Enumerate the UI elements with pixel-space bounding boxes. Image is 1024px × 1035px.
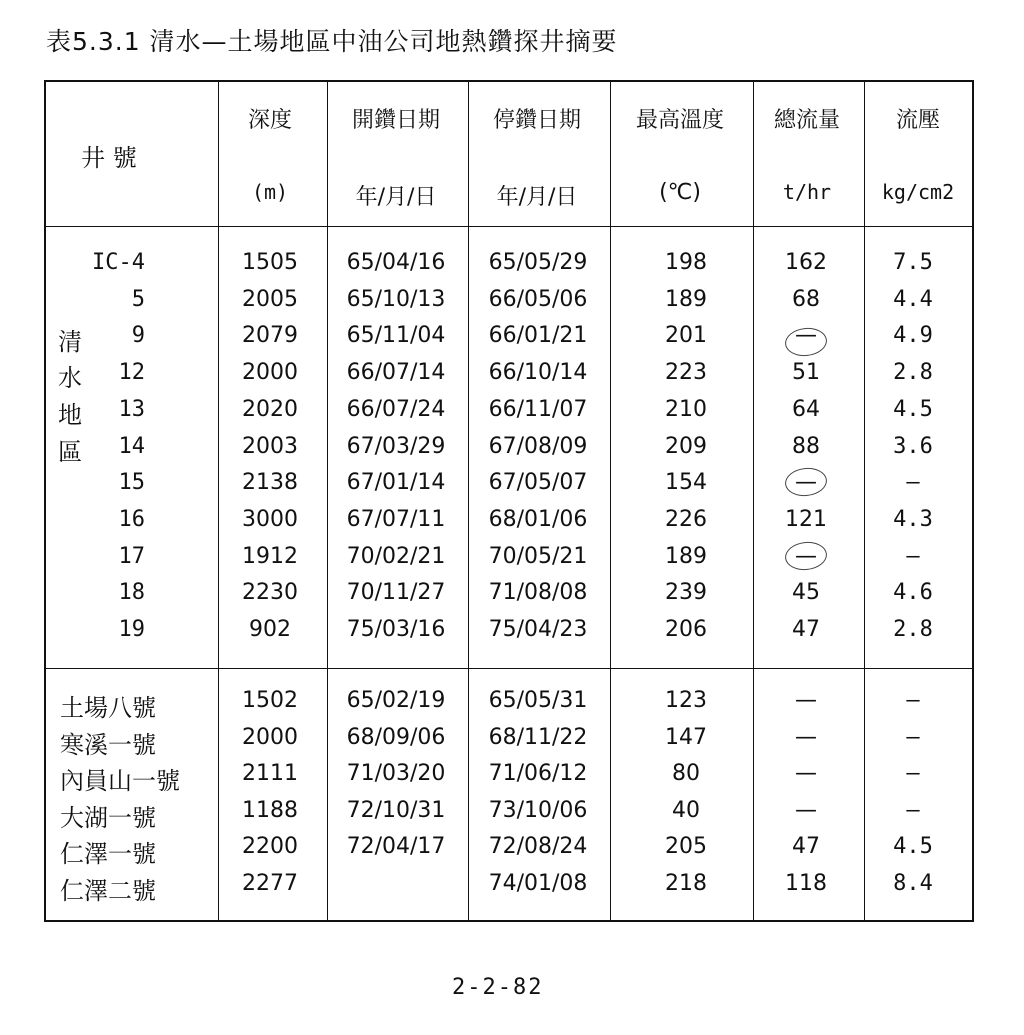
cell-well-number: 16	[118, 506, 145, 532]
cell-flow-pressure: 2.8	[893, 360, 933, 386]
cell-well-number: IC-4	[92, 250, 145, 275]
cell-well-number: 5	[131, 286, 145, 312]
cell-max-temperature: 154	[665, 470, 707, 496]
cell-flow-pressure: 3.6	[893, 433, 933, 459]
cell-flow-pressure: —	[906, 797, 920, 823]
cell-end-date: 74/01/08	[488, 871, 588, 896]
cell-start-date: 67/01/14	[346, 470, 446, 496]
cell-end-date: 65/05/31	[488, 688, 588, 713]
header-end-date: 停鑽日期	[492, 108, 582, 133]
cell-max-temperature: 226	[665, 506, 707, 532]
cell-flow-pressure: —	[906, 543, 920, 569]
cell-max-temperature: 123	[665, 688, 707, 713]
column-divider	[327, 82, 328, 920]
cell-max-temperature: 198	[665, 250, 707, 275]
cell-total-flow: 64	[792, 396, 820, 422]
header-depth: 深度	[247, 108, 293, 133]
cell-start-date: 70/11/27	[346, 580, 446, 606]
cell-start-date: 66/07/14	[346, 360, 446, 386]
cell-total-flow: 45	[792, 580, 820, 606]
header-depth-unit: (m)	[251, 180, 289, 204]
header-start-date: 開鑽日期	[351, 108, 441, 133]
cell-total-flow: —	[795, 323, 817, 349]
region-label-char: 地	[58, 401, 82, 429]
cell-end-date: 67/05/07	[488, 470, 588, 496]
cell-end-date: 66/01/21	[488, 323, 588, 349]
cell-well-number: 17	[118, 543, 145, 569]
cell-well-number: 內員山一號	[60, 767, 180, 796]
header-temperature-unit: (℃)	[659, 180, 701, 205]
column-divider	[468, 82, 469, 920]
cell-total-flow: 47	[792, 834, 820, 860]
cell-flow-pressure: 4.4	[893, 286, 933, 312]
cell-max-temperature: 80	[672, 761, 700, 787]
cell-depth: 2138	[242, 470, 298, 496]
cell-flow-pressure: 4.6	[893, 580, 933, 606]
cell-flow-pressure: —	[906, 761, 920, 787]
table-title: 表5.3.1 清水—土場地區中油公司地熱鑽探井摘要	[46, 27, 618, 56]
cell-end-date: 67/08/09	[488, 433, 588, 459]
cell-start-date: 67/07/11	[346, 506, 446, 532]
region-label-char: 水	[58, 364, 82, 392]
cell-depth: 1912	[242, 543, 298, 569]
cell-total-flow: 51	[792, 360, 820, 386]
cell-end-date: 71/08/08	[488, 580, 588, 606]
cell-max-temperature: 201	[665, 323, 707, 349]
cell-depth: 2079	[242, 323, 298, 349]
cell-depth: 2005	[242, 286, 298, 312]
cell-well-number: 19	[118, 617, 145, 642]
header-total-flow: 總流量	[773, 108, 841, 133]
cell-end-date: 68/11/22	[488, 724, 588, 750]
cell-flow-pressure: 4.9	[893, 323, 933, 349]
region-label-char: 清	[58, 328, 82, 356]
header-pressure-unit: kg/cm2	[881, 180, 955, 204]
cell-well-number: 12	[118, 360, 145, 386]
cell-end-date: 65/05/29	[488, 250, 588, 275]
cell-start-date: 71/03/20	[346, 761, 446, 787]
cell-flow-pressure: 4.5	[893, 396, 933, 422]
cell-start-date: 65/04/16	[346, 250, 446, 275]
cell-max-temperature: 147	[665, 724, 707, 750]
cell-well-number: 仁澤一號	[60, 840, 156, 869]
cell-max-temperature: 209	[665, 433, 707, 459]
header-divider	[46, 226, 972, 227]
cell-total-flow: 118	[785, 871, 827, 896]
header-start-date-unit: 年/月/日	[355, 185, 437, 210]
page-number: 2-2-82	[452, 975, 544, 1000]
cell-flow-pressure: —	[906, 724, 920, 750]
cell-flow-pressure: —	[906, 688, 920, 713]
cell-flow-pressure: 7.5	[893, 250, 933, 275]
cell-flow-pressure: 2.8	[893, 617, 933, 642]
cell-depth: 2230	[242, 580, 298, 606]
group-divider	[46, 668, 972, 669]
cell-total-flow: 121	[785, 506, 827, 532]
cell-max-temperature: 206	[665, 617, 707, 642]
cell-depth: 2000	[242, 724, 298, 750]
region-label-char: 區	[58, 438, 82, 466]
cell-start-date: 72/10/31	[346, 797, 446, 823]
cell-well-number: 土場八號	[60, 694, 156, 722]
cell-depth: 902	[249, 617, 291, 642]
cell-total-flow: —	[795, 797, 817, 823]
header-flow-unit: t/hr	[782, 180, 832, 204]
cell-depth: 1502	[242, 688, 298, 713]
cell-flow-pressure: 4.3	[893, 506, 933, 532]
cell-end-date: 66/05/06	[488, 286, 588, 312]
cell-max-temperature: 189	[665, 286, 707, 312]
cell-well-number: 15	[118, 470, 145, 496]
cell-depth: 2020	[242, 396, 298, 422]
cell-start-date: 65/02/19	[346, 688, 446, 713]
cell-depth: 2000	[242, 360, 298, 386]
cell-total-flow: 47	[792, 617, 820, 642]
cell-total-flow: —	[795, 543, 817, 569]
cell-well-number: 仁澤二號	[60, 877, 156, 905]
cell-depth: 2111	[242, 761, 298, 787]
cell-max-temperature: 210	[665, 396, 707, 422]
cell-max-temperature: 40	[672, 797, 700, 823]
cell-end-date: 72/08/24	[488, 834, 588, 860]
cell-well-number: 13	[118, 396, 145, 422]
column-divider	[753, 82, 754, 920]
cell-total-flow: 162	[785, 250, 827, 275]
cell-flow-pressure: —	[906, 470, 920, 496]
column-divider	[610, 82, 611, 920]
column-divider	[218, 82, 219, 920]
cell-well-number: 9	[131, 323, 145, 349]
cell-depth: 1188	[242, 797, 298, 823]
cell-total-flow: —	[795, 761, 817, 787]
cell-end-date: 73/10/06	[488, 797, 588, 823]
cell-start-date: 67/03/29	[346, 433, 446, 459]
cell-total-flow: —	[795, 470, 817, 496]
cell-max-temperature: 223	[665, 360, 707, 386]
cell-start-date: 65/11/04	[346, 323, 446, 349]
cell-end-date: 75/04/23	[488, 617, 588, 642]
cell-end-date: 71/06/12	[488, 761, 588, 787]
cell-total-flow: —	[795, 724, 817, 750]
cell-well-number: 寒溪一號	[60, 730, 156, 759]
cell-end-date: 68/01/06	[488, 506, 588, 532]
cell-well-number: 18	[118, 580, 145, 606]
cell-total-flow: 88	[792, 433, 820, 459]
cell-depth: 1505	[242, 250, 298, 275]
cell-start-date: 75/03/16	[346, 617, 446, 642]
cell-total-flow: 68	[792, 286, 820, 312]
cell-start-date: 66/07/24	[346, 396, 446, 422]
cell-start-date: 65/10/13	[346, 286, 446, 312]
cell-max-temperature: 189	[665, 543, 707, 569]
cell-max-temperature: 205	[665, 834, 707, 860]
cell-start-date: 70/02/21	[346, 543, 446, 569]
cell-flow-pressure: 8.4	[893, 871, 933, 896]
cell-start-date: 72/04/17	[346, 834, 446, 860]
cell-depth: 2003	[242, 433, 298, 459]
header-max-temperature: 最高溫度	[635, 108, 725, 133]
header-end-date-unit: 年/月/日	[496, 185, 578, 210]
cell-max-temperature: 218	[665, 871, 707, 896]
cell-depth: 2277	[242, 871, 298, 896]
cell-end-date: 66/10/14	[488, 360, 588, 386]
header-well-number: 井 號	[81, 144, 137, 172]
column-divider	[864, 82, 865, 920]
cell-depth: 2200	[242, 834, 298, 860]
cell-end-date: 66/11/07	[488, 396, 588, 422]
cell-total-flow: —	[795, 688, 817, 713]
cell-end-date: 70/05/21	[488, 543, 588, 569]
cell-start-date: 68/09/06	[346, 724, 446, 750]
cell-well-number: 大湖一號	[60, 803, 156, 832]
header-flow-pressure: 流壓	[895, 108, 941, 133]
cell-max-temperature: 239	[665, 580, 707, 606]
cell-depth: 3000	[242, 506, 298, 532]
cell-flow-pressure: 4.5	[893, 834, 933, 860]
cell-well-number: 14	[118, 433, 145, 459]
